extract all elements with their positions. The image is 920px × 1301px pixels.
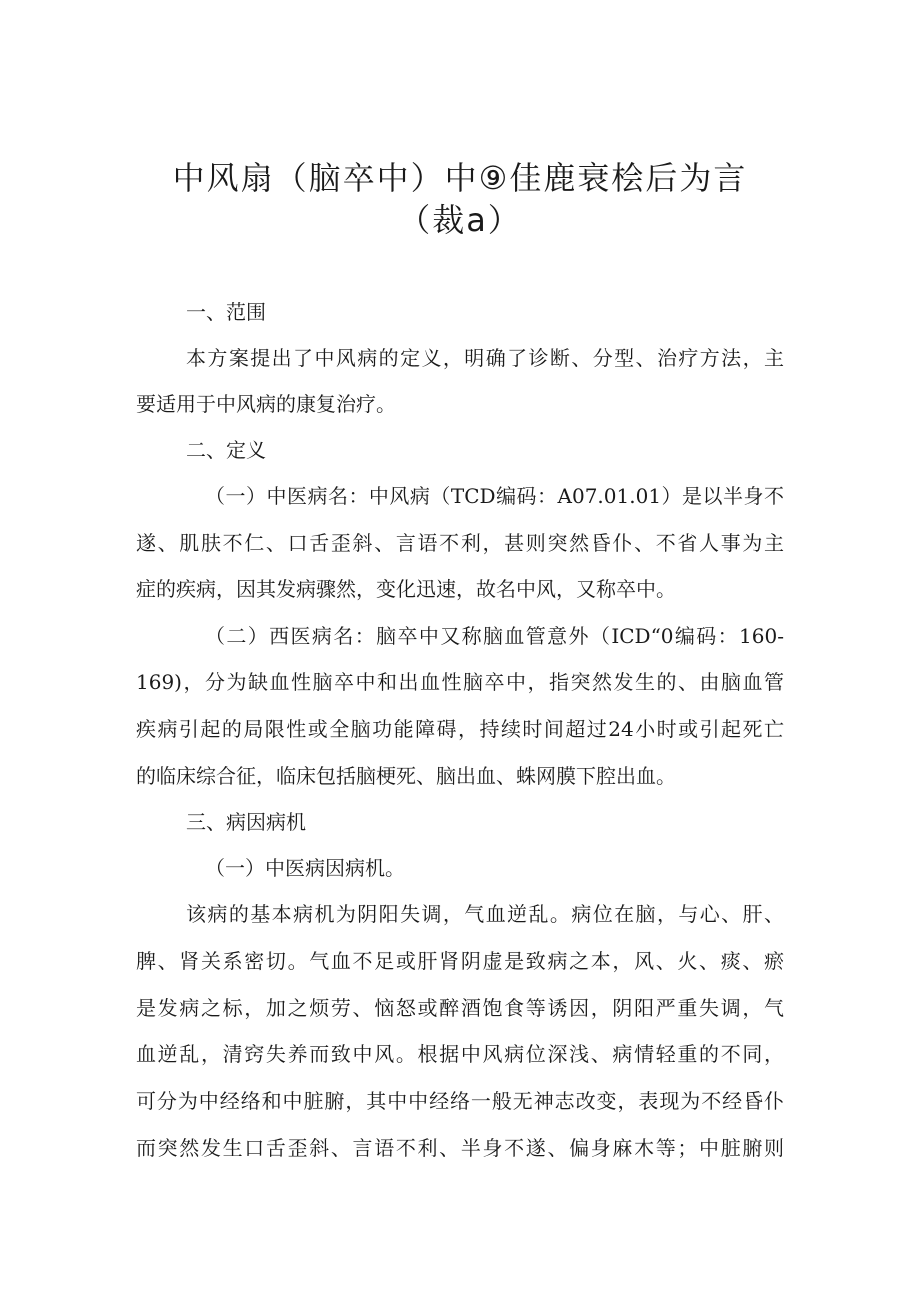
- section-heading-etiology: 三、病因病机: [186, 810, 306, 834]
- paragraph-line: 脾、肾关系密切。气血不足或肝肾阴虚是致病之本，风、火、痰、瘀: [136, 949, 784, 973]
- paragraph-line: 该病的基本病机为阴阳失调，气血逆乱。病位在脑，与心、肝、: [186, 902, 784, 926]
- paragraph-line: 而突然发生口舌歪斜、言语不利、半身不遂、偏身麻木等；中脏腑则: [136, 1136, 784, 1160]
- section-heading-scope: 一、范围: [186, 300, 266, 324]
- section-heading-definition: 二、定义: [186, 438, 266, 462]
- document-title-line-1: 中风扇（脑卒中）中⑨佳鹿衰桧后为言: [172, 159, 748, 197]
- paragraph-line: 的临床综合征，临床包括脑梗死、脑出血、蛛网膜下腔出血。: [136, 764, 676, 788]
- paragraph-line: 遂、肌肤不仁、口舌歪斜、言语不利，甚则突然昏仆、不省人事为主: [136, 531, 784, 555]
- paragraph-line: 可分为中经络和中脏腑，其中中经络一般无神志改变，表现为不经昏仆: [136, 1089, 784, 1113]
- subsection-heading-tcm-etiology: （一）中医病因病机。: [205, 856, 405, 880]
- paragraph-line: 是发病之标，加之烦劳、恼怒或醉酒饱食等诱因，阴阳严重失调，气: [136, 996, 784, 1020]
- document-title-line-2: （裁a）: [398, 201, 522, 239]
- paragraph-line: 要适用于中风病的康复治疗。: [136, 392, 396, 416]
- paragraph-line: 疾病引起的局限性或全脑功能障碍，持续时间超过24小时或引起死亡: [136, 717, 784, 741]
- paragraph-line: 169)，分为缺血性脑卒中和出血性脑卒中，指突然发生的、由脑血管: [136, 670, 784, 694]
- paragraph-line: （二）西医病名：脑卒中又称脑血管意外（ICD“0编码：160-: [205, 624, 784, 648]
- paragraph-line: 症的疾病，因其发病骤然，变化迅速，故名中风，又称卒中。: [136, 577, 676, 601]
- paragraph-line: 血逆乱，清窍失养而致中风。根据中风病位深浅、病情轻重的不同，: [136, 1042, 784, 1066]
- paragraph-line: （一）中医病名：中风病（TCD编码：A07.01.01）是以半身不: [205, 484, 784, 508]
- paragraph-line: 本方案提出了中风病的定义，明确了诊断、分型、治疗方法，主: [186, 346, 784, 370]
